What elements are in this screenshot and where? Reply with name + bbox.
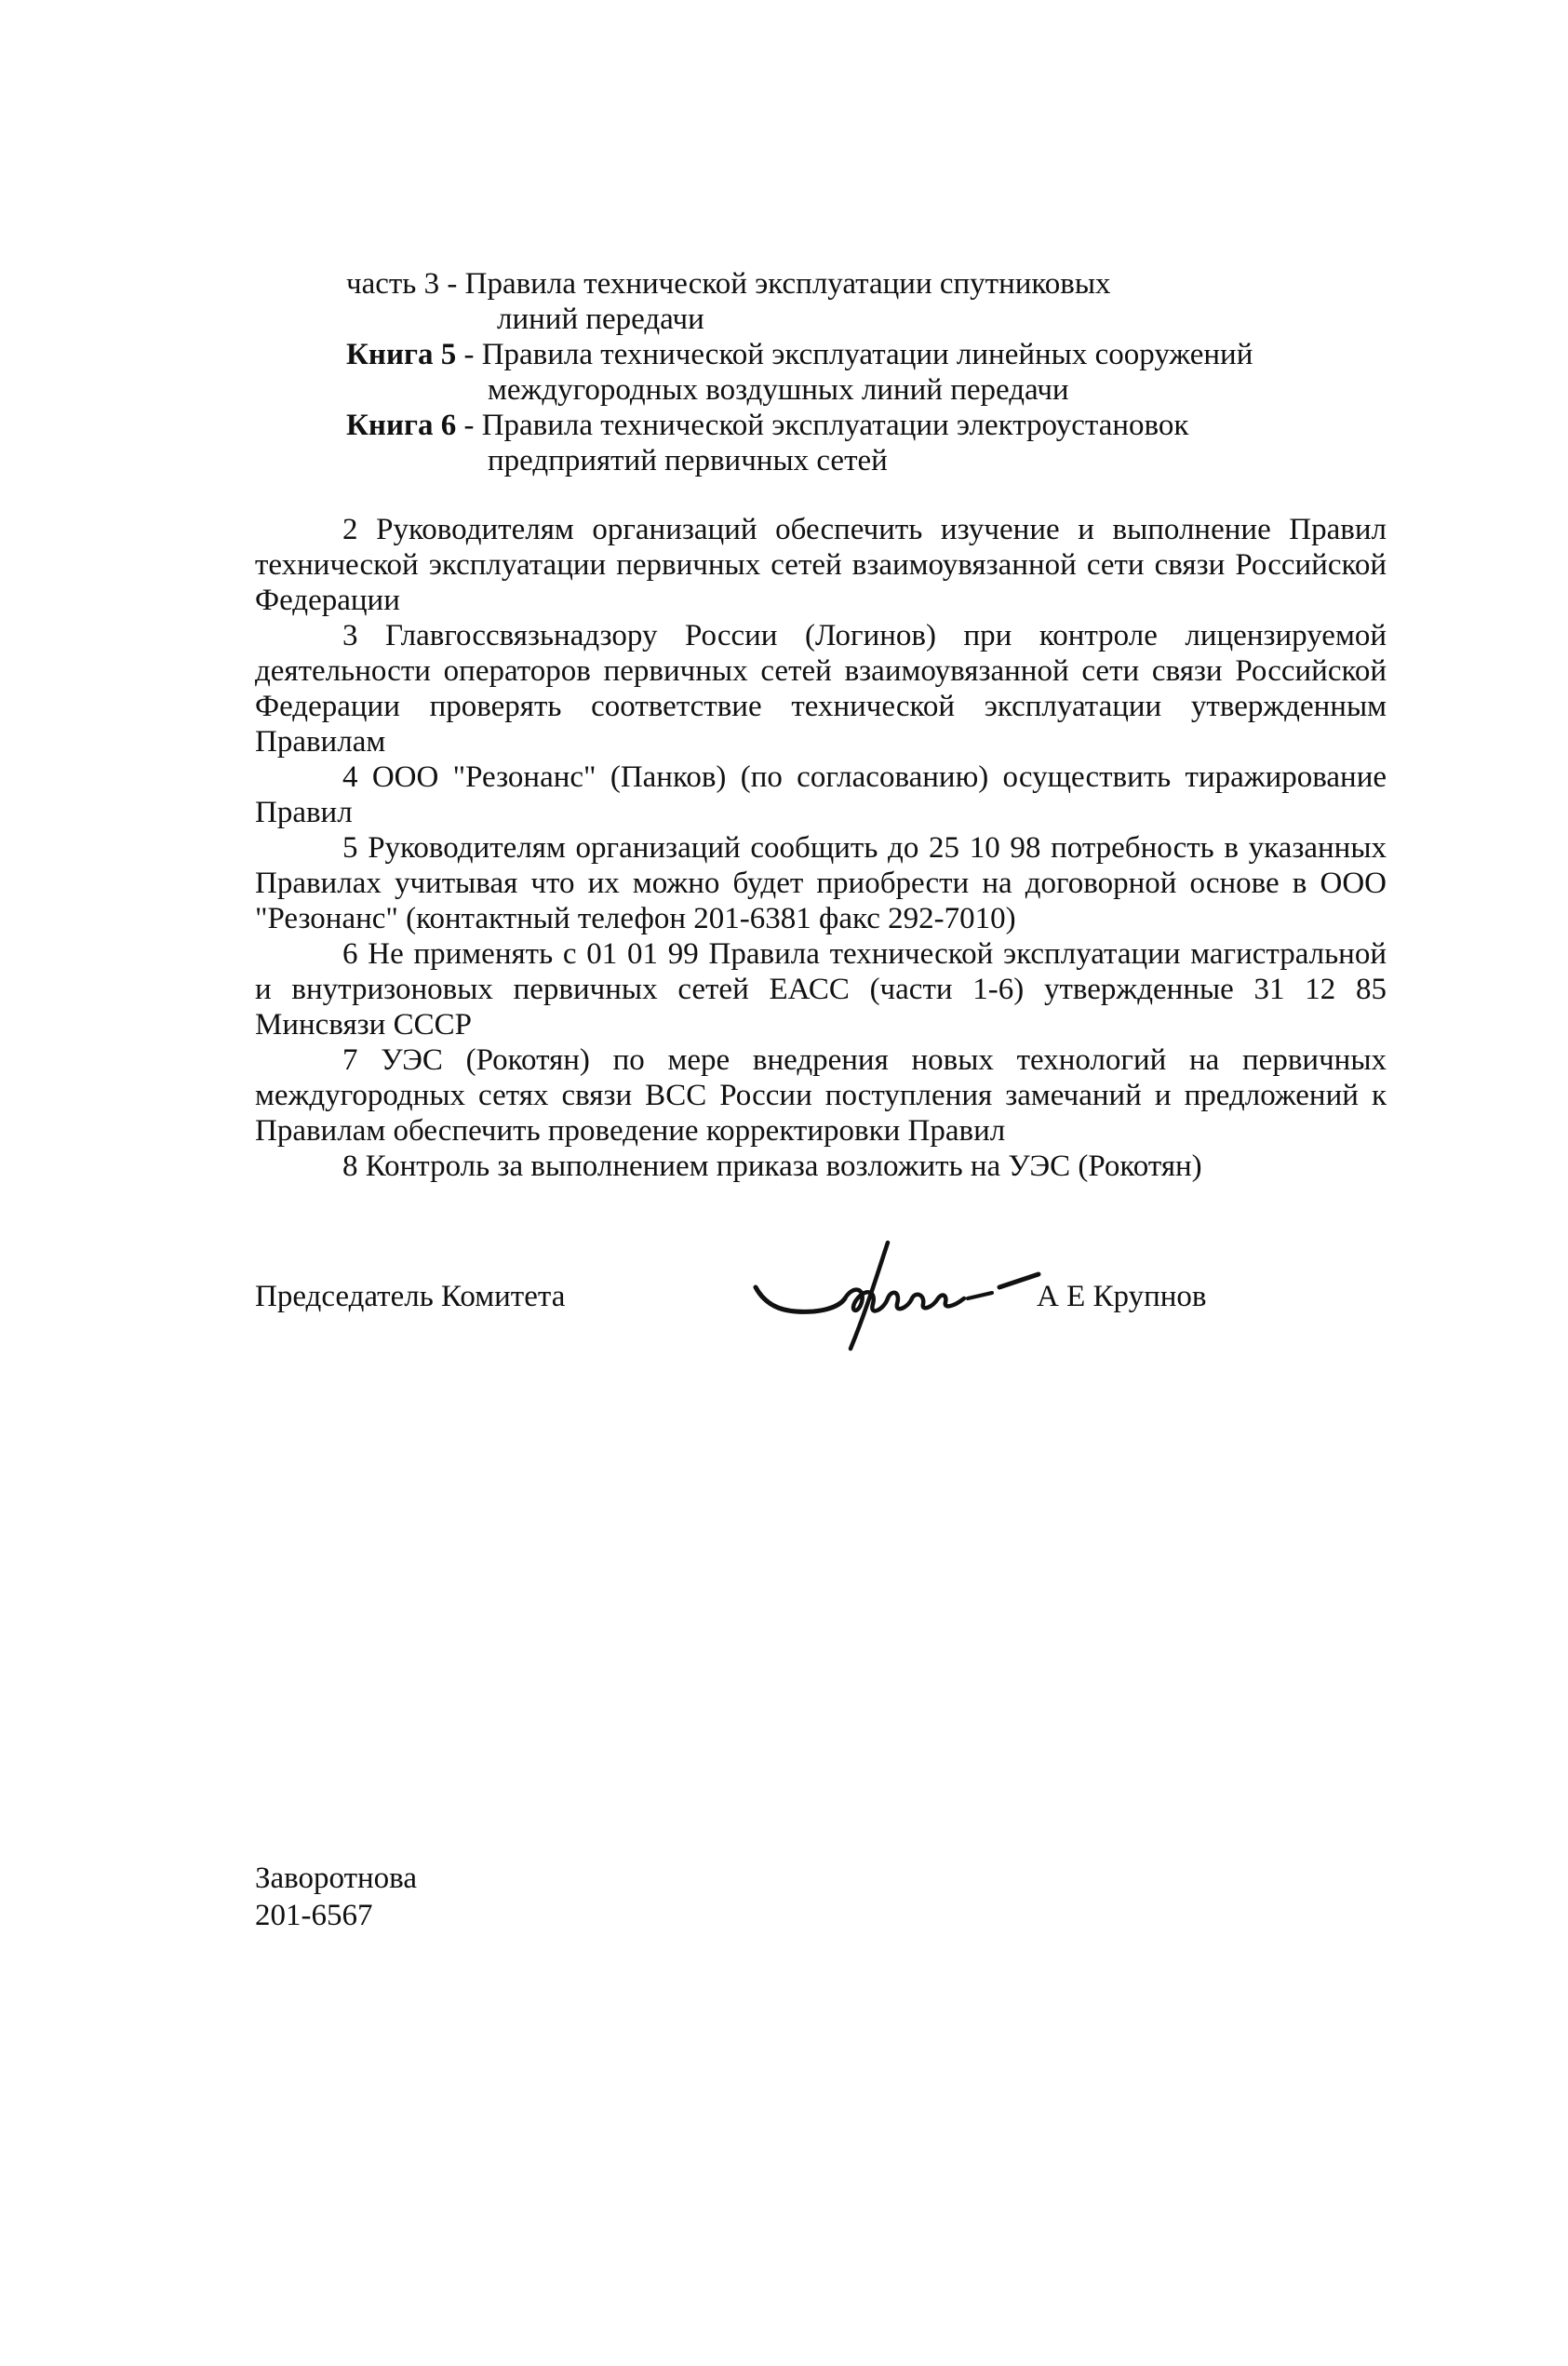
books-list xyxy=(346,266,1370,478)
list-item-text: Правила технической эксплуатации линейных сооружений xyxy=(481,338,1253,371)
list-item-continuation: линий передачи xyxy=(497,302,704,336)
list-item: Книга 5 - Правила технической эксплуатации линейных сооружений междугородных воздушных линий передачи xyxy=(346,337,1370,408)
paragraph-7: 7 УЭС (Рокотян) по мере внедрения новых технологий на первичных междугородных сетях связи ВСС России поступления замечаний и предложений к Правилам обеспечить проведение корректировки Правил xyxy=(255,1043,1387,1148)
paragraph-4: 4 ООО "Резонанс" (Панков) (по согласованию) осуществить тиражирование Правил xyxy=(255,760,1387,829)
paragraph-5: 5 Руководителям организаций сообщить до 25 10 98 потребность в указанных Правилах учитывая что их можно будет приобрести на договорной основе в ООО "Резонанс" (контактный телефон 201-6381 факс 292-7010) xyxy=(255,831,1387,935)
list-item: Книга 6 - Правила технической эксплуатации электроустановок предприятий первичных сетей xyxy=(346,408,1370,478)
list-item-label: часть 3 xyxy=(346,267,440,301)
paragraph-8: 8 Контроль за выполнением приказа возложить на УЭС (Рокотян) xyxy=(342,1149,1202,1183)
list-item-text: Правила технической эксплуатации спутниковых xyxy=(464,267,1111,301)
list-item-text: Правила технической эксплуатации электроустановок xyxy=(481,409,1189,442)
handwritten-signature xyxy=(748,1233,1046,1354)
order-paragraphs xyxy=(255,512,1387,1184)
paragraph-3: 3 Главгоссвязьнадзору России (Логинов) при контроле лицензируемой деятельности операторов первичных сетей взаимоувязанной сети связи Российской Федерации проверять соответствие технической эксплуатации утвержденным Правилам xyxy=(255,619,1387,759)
signature-block xyxy=(255,1280,1387,1382)
list-item: часть 3 - Правила технической эксплуатации спутниковых линий передачи xyxy=(346,266,1370,337)
paragraph-2: 2 Руководителям организаций обеспечить изучение и выполнение Правил технической эксплуатации первичных сетей взаимоувязанной сети связи Российской Федерации xyxy=(255,513,1387,617)
executor-info xyxy=(255,1860,417,1934)
signatory-name: А Е Крупнов xyxy=(1037,1280,1207,1313)
executor-phone: 201-6567 xyxy=(255,1899,373,1932)
signatory-title: Председатель Комитета xyxy=(255,1280,566,1313)
list-item-label: Книга 6 xyxy=(346,409,457,442)
list-item-label: Книга 5 xyxy=(346,338,457,371)
paragraph-6: 6 Не применять с 01 01 99 Правила технической эксплуатации магистральной и внутризоновых первичных сетей ЕАСС (части 1-6) утвержденные 31 12 85 Минсвязи СССР xyxy=(255,937,1387,1042)
list-item-continuation: междугородных воздушных линий передачи xyxy=(488,373,1069,407)
list-item-continuation: предприятий первичных сетей xyxy=(488,444,888,477)
executor-name: Заворотнова xyxy=(255,1862,417,1895)
